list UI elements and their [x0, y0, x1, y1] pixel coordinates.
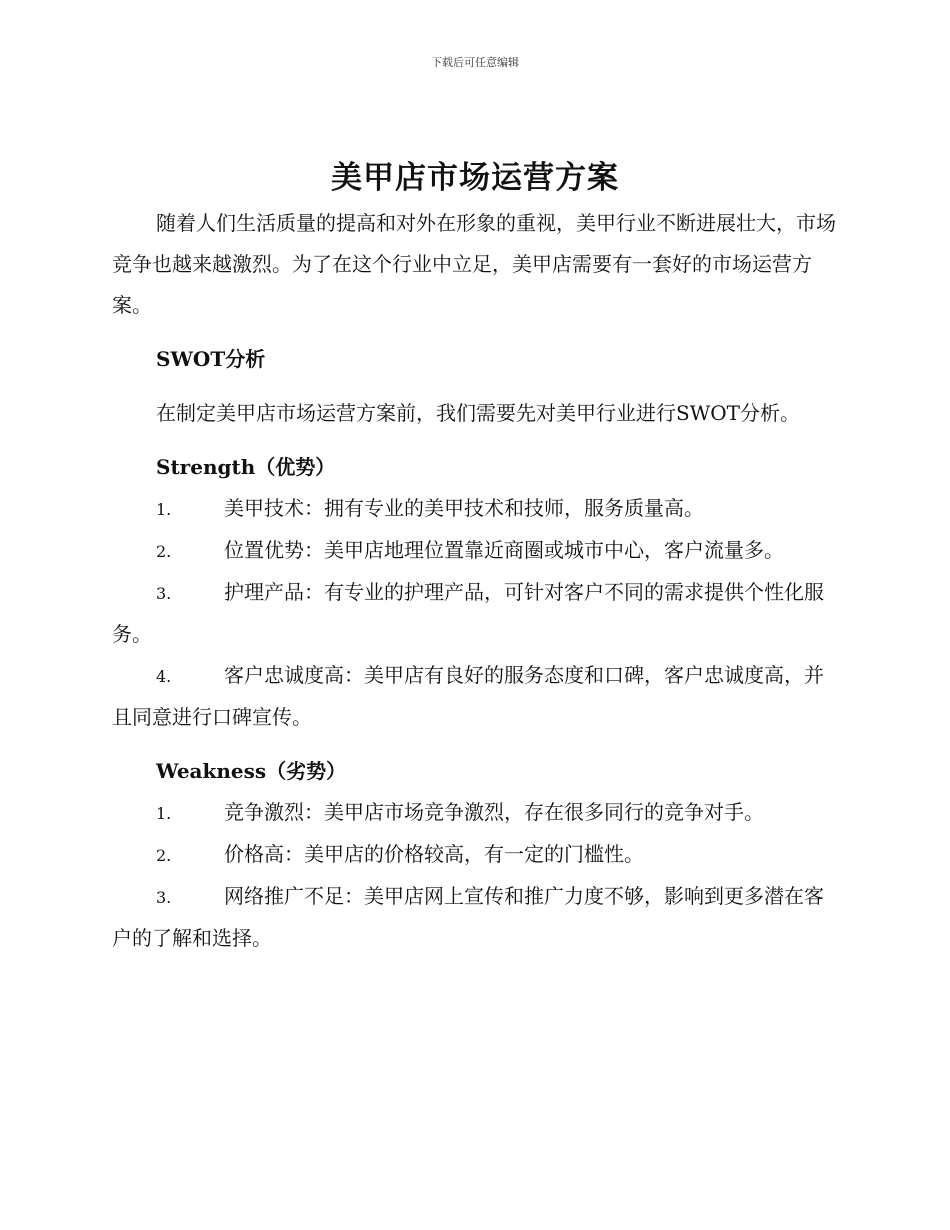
strength-item — [112, 655, 836, 738]
item-number: 3. — [156, 584, 172, 603]
strength-item — [112, 530, 836, 572]
item-number: 1. — [156, 500, 172, 519]
item-number: 1. — [156, 804, 172, 823]
weakness-heading: Weakness（劣势） — [156, 759, 347, 783]
weakness-item — [112, 834, 836, 876]
item-text: 美甲技术：拥有专业的美甲技术和技师，服务质量高。 — [224, 496, 704, 520]
item-text: 客户忠诚度高：美甲店有良好的服务态度和口碑，客户忠诚度高，并且同意进行口碑宣传。 — [112, 663, 824, 729]
item-text: 网络推广不足：美甲店网上宣传和推广力度不够，影响到更多潜在客户的了解和选择。 — [112, 884, 824, 950]
item-number: 2. — [156, 846, 172, 865]
swot-paragraph: 在制定美甲店市场运营方案前，我们需要先对美甲行业进行SWOT分析。 — [156, 401, 800, 425]
intro-paragraph: 随着人们生活质量的提高和对外在形象的重视，美甲行业不断进展壮大，市场竞争也越来越激烈。为了在这个行业中立足，美甲店需要有一套好的市场运营方案。 — [112, 211, 836, 317]
item-number: 4. — [156, 667, 172, 686]
item-text: 价格高：美甲店的价格较高，有一定的门槛性。 — [224, 842, 644, 866]
strength-item — [112, 488, 836, 530]
item-text: 竞争激烈：美甲店市场竞争激烈，存在很多同行的竞争对手。 — [224, 800, 764, 824]
item-text: 护理产品：有专业的护理产品，可针对客户不同的需求提供个性化服务。 — [112, 580, 824, 646]
header-note: 下载后可任意编辑 — [431, 56, 519, 69]
strength-heading: Strength（优势） — [156, 455, 336, 479]
swot-heading: SWOT分析 — [156, 347, 266, 371]
item-number: 3. — [156, 888, 172, 907]
strength-item — [112, 572, 836, 655]
item-text: 位置优势：美甲店地理位置靠近商圈或城市中心，客户流量多。 — [224, 538, 784, 562]
item-number: 2. — [156, 542, 172, 561]
document-body — [112, 203, 836, 959]
document-title: 美甲店市场运营方案 — [331, 160, 619, 196]
weakness-item — [112, 792, 836, 834]
weakness-item — [112, 876, 836, 959]
